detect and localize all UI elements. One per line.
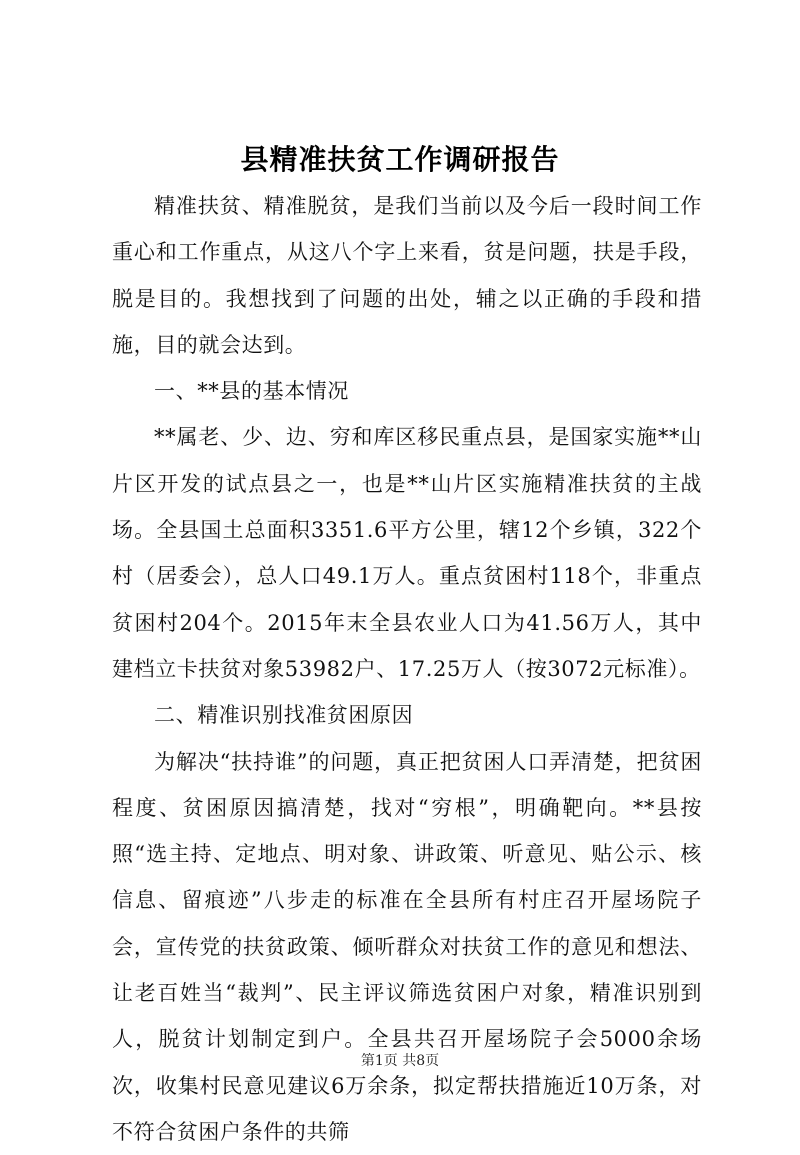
- section-heading-precise-identification: 二、精准识别找准贫困原因: [154, 703, 414, 728]
- paragraph-basic-situation: **属老、少、边、穷和库区移民重点县，是国家实施**山片区开发的试点县之一，也是**山片区实施精准扶贫的主战场。全县国土总面积3351.6平方公里，辖12个乡镇，322个村（居委会），总人口49.1万人。重点贫困村118个，非重点贫困村204个。2015年末全县农业人口为41.56万人，其中建档立卡扶贫对象53982户、17.25万人（按3072元标准）。: [112, 425, 702, 681]
- document-body: [112, 183, 702, 1155]
- document-title: 县精准扶贫工作调研报告: [240, 143, 560, 176]
- page-number-footer: 第1页 共8页: [360, 1053, 440, 1069]
- paragraph-intro: 精准扶贫、精准脱贫，是我们当前以及今后一段时间工作重心和工作重点，从这八个字上来看，贫是问题，扶是手段，脱是目的。我想找到了问题的出处，辅之以正确的手段和措施，目的就会达到。: [112, 194, 702, 357]
- paragraph-precise-identification: 为解决“扶持谁”的问题，真正把贫困人口弄清楚，把贫困程度、贫困原因搞清楚，找对“穷根”，明确靶向。**县按照“选主持、定地点、明对象、讲政策、听意见、贴公示、核信息、留痕迹”八步走的标准在全县所有村庄召开屋场院子会，宣传党的扶贫政策、倾听群众对扶贫工作的意见和想法、让老百姓当“裁判”、民主评议筛选贫困户对象，精准识别到人，脱贫计划制定到户。全县共召开屋场院子会5000余场次，收集村民意见建议6万余条，拟定帮扶措施近10万条，对不符合贫困户条件的共筛: [112, 749, 702, 1144]
- section-heading-basic-situation: 一、**县的基本情况: [154, 379, 349, 404]
